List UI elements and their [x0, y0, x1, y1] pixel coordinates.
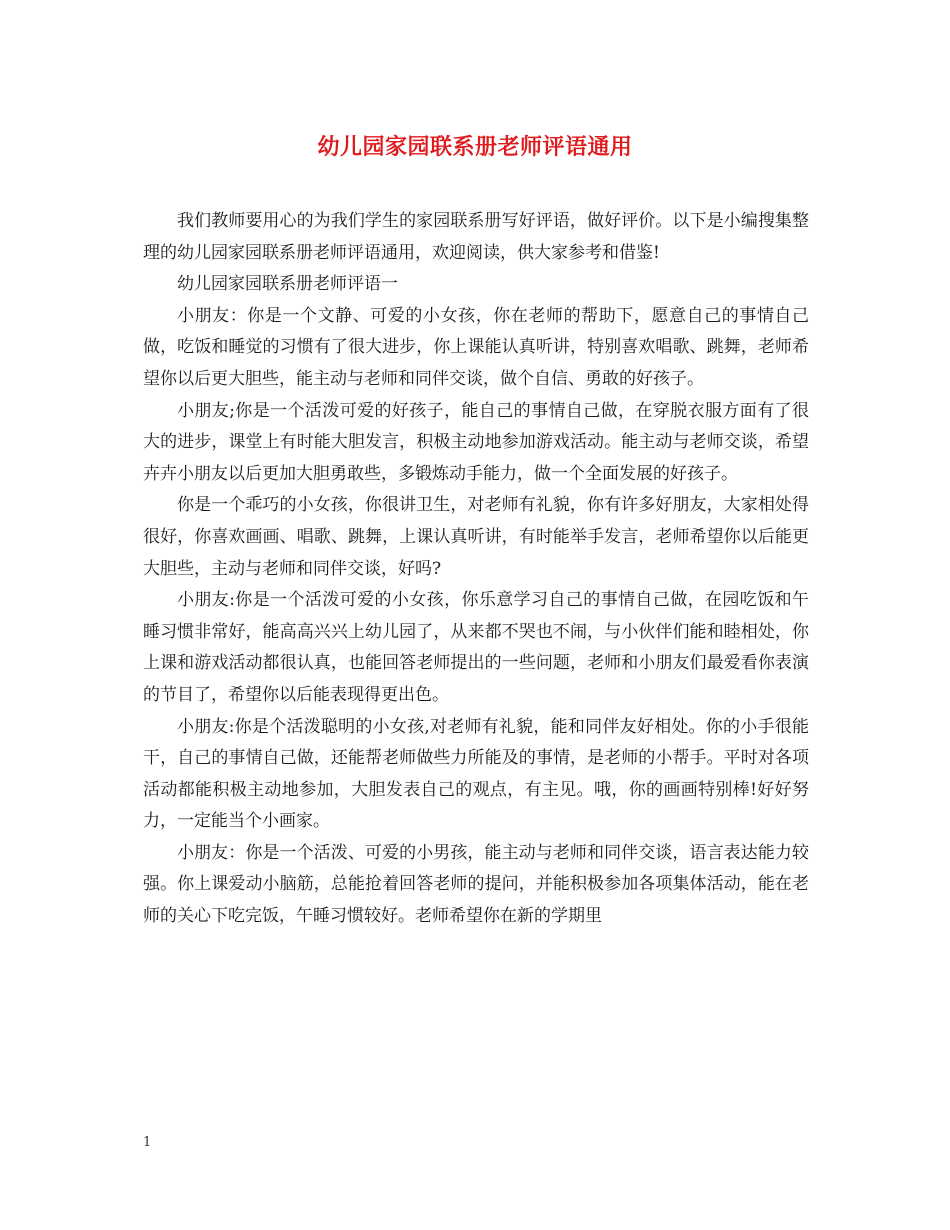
comment-paragraph: 小朋友;你是一个活泼可爱的好孩子，能自己的事情自己做，在穿脱衣服方面有了很大的进步，课堂上有时能大胆发言，积极主动地参加游戏活动。能主动与老师交谈，希望卉卉小朋友以后更加大胆勇敢些，多锻炼动手能力，做一个全面发展的好孩子。: [143, 400, 809, 484]
page-number: 1: [143, 1135, 152, 1150]
section-heading: 幼儿园家园联系册老师评语一: [177, 274, 398, 295]
comment-paragraph: 你是一个乖巧的小女孩，你很讲卫生，对老师有礼貌，你有许多好朋友，大家相处得很好，你喜欢画画、唱歌、跳舞，上课认真听讲，有时能举手发言，老师希望你以后能更大胆些，主动与老师和同伴交谈，好吗?: [143, 495, 809, 579]
comment-paragraph: 小朋友：你是一个文静、可爱的小女孩，你在老师的帮助下，愿意自己的事情自己做，吃饭和睡觉的习惯有了很大进步，你上课能认真听讲，特别喜欢唱歌、跳舞，老师希望你以后更大胆些，能主动与老师和同伴交谈，做个自信、勇敢的好孩子。: [143, 305, 809, 389]
document-title: 幼儿园家园联系册老师评语通用: [317, 134, 633, 160]
comment-paragraph: 小朋友:你是个活泼聪明的小女孩,对老师有礼貌，能和同伴友好相处。你的小手很能干，自己的事情自己做，还能帮老师做些力所能及的事情，是老师的小帮手。平时对各项活动都能积极主动地参加，大胆发表自己的观点，有主见。哦，你的画画特别棒!好好努力，一定能当个小画家。: [143, 716, 809, 832]
document-body: [143, 206, 809, 933]
comment-paragraph: 小朋友:你是一个活泼可爱的小女孩，你乐意学习自己的事情自己做，在园吃饭和午睡习惯非常好，能高高兴兴上幼儿园了，从来都不哭也不闹，与小伙伴们能和睦相处，你上课和游戏活动都很认真，也能回答老师提出的一些问题，老师和小朋友们最爱看你表演的节目了，希望你以后能表现得更出色。: [143, 590, 809, 705]
comment-paragraph: 小朋友：你是一个活泼、可爱的小男孩，能主动与老师和同伴交谈，语言表达能力较强。你上课爱动小脑筋，总能抢着回答老师的提问，并能积极参加各项集体活动，能在老师的关心下吃完饭，午睡习惯较好。老师希望你在新的学期里: [143, 842, 809, 927]
intro-paragraph: 我们教师要用心的为我们学生的家园联系册写好评语，做好评价。以下是小编搜集整理的幼儿园家园联系册老师评语通用，欢迎阅读，供大家参考和借鉴!: [143, 211, 809, 263]
